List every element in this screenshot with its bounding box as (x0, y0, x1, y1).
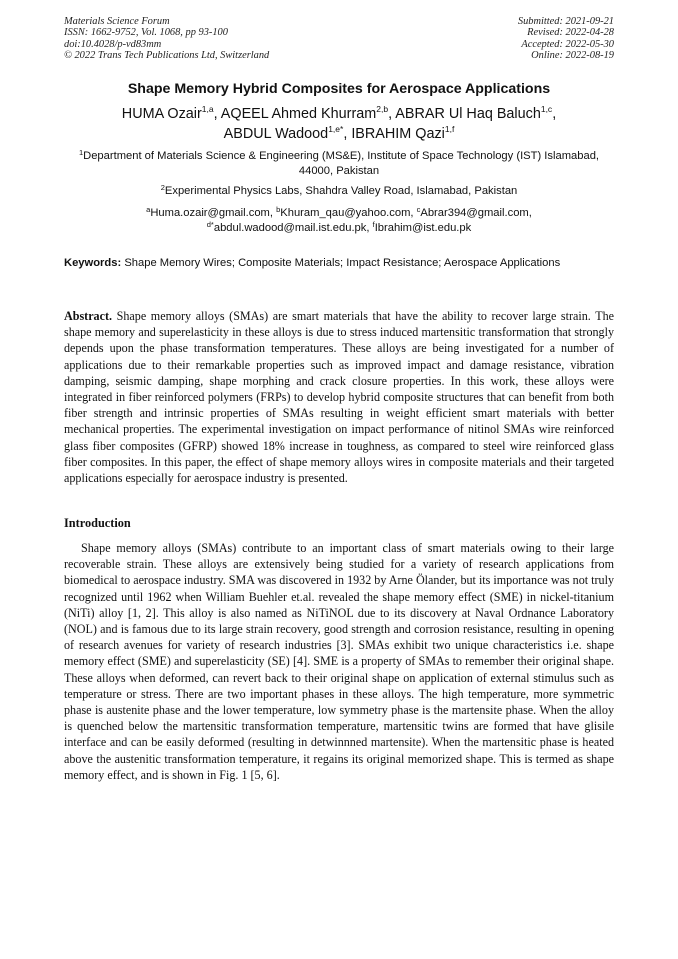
journal-name: Materials Science Forum (64, 16, 170, 27)
journal-doi[interactable]: doi:10.4028/p-vd83mm (64, 38, 162, 50)
email[interactable]: $^f$Ibrahim@ist.edu.pk (372, 220, 472, 234)
email[interactable]: $^b$Khuram_qau@yahoo.com, (276, 205, 417, 219)
affiliation-2: $^2$Experimental Physics Labs, Shahdra Valley Road, Islamabad, Pakistan (160, 183, 518, 197)
email[interactable]: $^c$Abrar394@gmail.com, (416, 205, 532, 219)
email[interactable]: $^{d*}$abdul.wadood@mail.ist.edu.pk, (206, 220, 373, 234)
date-online: Online: 2022-08-19 (531, 50, 614, 62)
author: HUMA Ozair$^{1,a}$, (121, 104, 221, 122)
date-submitted: Submitted: 2021-09-21 (517, 16, 614, 27)
author-emails (64, 206, 614, 236)
email[interactable]: $^a$Huma.ozair@gmail.com, (146, 205, 277, 219)
publication-dates (518, 16, 614, 62)
date-accepted: Accepted: 2022-05-30 (521, 38, 614, 50)
keywords-label: Keywords: (64, 257, 122, 269)
paper-title: Shape Memory Hybrid Composites for Aerospace Applications (127, 81, 551, 97)
author: ABDUL Wadood$^{1,e*}$, (223, 124, 352, 142)
author: ABRAR Ul Haq Baluch$^{1,c}$, (395, 104, 557, 122)
author: IBRAHIM Qazi$^{1,f}$ (351, 124, 455, 142)
keywords-text: Shape Memory Wires; Composite Materials; Impact Resistance; Aerospace Applications (124, 257, 561, 269)
author-list (70, 104, 608, 144)
introduction-paragraph: Shape memory alloys (SMAs) contribute to an important class of smart materials owing to their large recoverable strain. These alloys are extensively being studied for a variety of research applications from biomedical to aerospace industry. SMA was discovered in 1932 by Arne Ölander, but its importance was not truly recognized until 1962 when William Buehler et.al. revealed the shape memory effect (SME) in nickel-titanium (NiTi) alloy [1, 2]. This alloy is also named as NiTiNOL due to its discovery at Naval Ordnance Laboratory (NOL) and is famous due to its large strain recovery, good strength and corrosion resistance, resulting in opening of research avenues for variety of research industries [3]. SMAs exhibit two unique characteristics i.e. shape memory effect (SME) and superelasticity (SE) [4]. SME is a property of SMAs to remember their original shape. These alloys when deformed, can revert back to their original shape on application of external stimulus such as temperature or stress. There are two important phases in these alloys. The high temperature, more symmetric phase is austenite phase and the lower temperature, low symmetry phase is the martensite phase. When the alloy is quenched below the martensitic transformation temperature, martensitic twins are formed that have glisile interface and can be easily deformed (resulting in detwinnned martensite). When the martensitic phase is heated above the austenitic transformation temperature, it regains its original memorized shape. This is termed as shape memory effect, and is shown in Fig. 1 [5, 6]. (64, 541, 614, 782)
abstract-label: Abstract. (64, 309, 113, 323)
journal-copyright: © 2022 Trans Tech Publications Ltd, Switzerland (64, 50, 270, 62)
keywords (64, 256, 614, 271)
journal-info (64, 16, 269, 62)
abstract (64, 308, 614, 486)
date-revised: Revised: 2022-04-28 (527, 27, 614, 39)
affiliation-1: $^1$Department of Materials Science & Engineering (MS&E), Institute of Space Technology (IST) Islamabad, 44000, Pakistan (78, 148, 600, 178)
abstract-text: Shape memory alloys (SMAs) are smart materials that have the ability to recover large strain. The shape memory and superelasticity in these alloys is due to stress induced martensitic transformation that strongly depends upon the phase transformation temperatures. These alloys are being investigated for a number of applications due to their remarkable properties such as improved impact and damage resistance, vibration damping, seismic damping, shape morphing and crack closure properties. In this work, these alloys were integrated in fiber reinforced polymers (FRPs) to develop hybrid composite structures that can benefit from both fiber strength and intrinsic properties of SMAs resulting in weight efficient smart materials with better mechanical properties. The experimental investigation on impact performance of nitinol SMAs wire reinforced glass fiber composites (GFRP) showed 18% increase in toughness, as compared to steel wire reinforced glass fiber composites. In this paper, the effect of shape memory alloys wires in composite materials and their targeted applications especially for aerospace industry is presented. (64, 309, 614, 486)
section-heading-introduction: Introduction (64, 516, 131, 530)
journal-issn: ISSN: 1662-9752, Vol. 1068, pp 93-100 (64, 27, 228, 39)
author: AQEEL Ahmed Khurram$^{2,b}$, (220, 104, 396, 122)
